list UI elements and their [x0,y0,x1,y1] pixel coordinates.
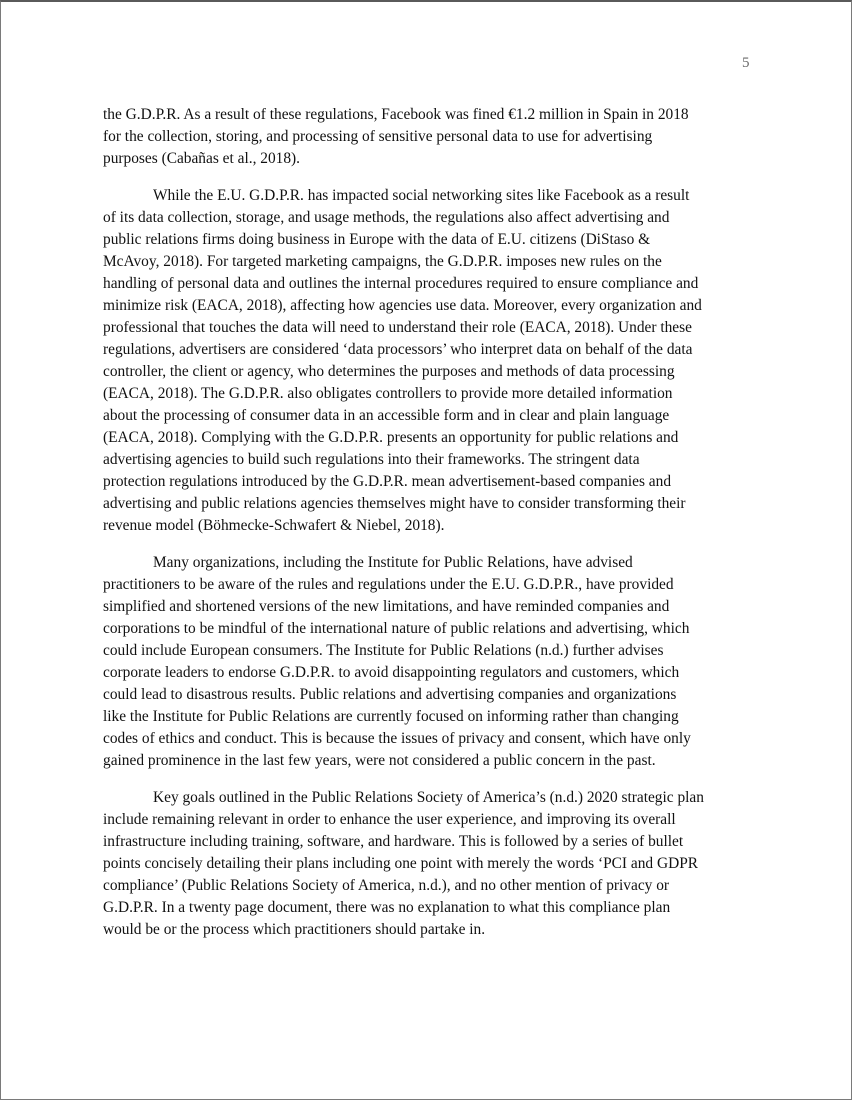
page-number: 5 [742,55,750,71]
text-line: points concisely detailing their plans including one point with merely the words ‘PCI and GDPR [103,855,699,872]
text-line: regulations, advertisers are considered ‘data processors’ who interpret data on behalf of the data [103,341,693,358]
paragraph-3 [103,552,763,772]
text-line: minimize risk (EACA, 2018), affecting how agencies use data. Moreover, every organization and [103,297,702,314]
text-line: the G.D.P.R. As a result of these regulations, Facebook was fined €1.2 million in Spain in 2018 [103,106,689,123]
text-line: Key goals outlined in the Public Relations Society of America’s (n.d.) 2020 strategic plan [153,789,704,806]
text-line: purposes (Cabañas et al., 2018). [103,150,301,167]
text-line: include remaining relevant in order to enhance the user experience, and improving its overall [103,811,676,828]
text-line: advertising agencies to build such regulations into their frameworks. The stringent data [103,451,640,468]
text-line: would be or the process which practitioners should partake in. [103,921,486,938]
text-line: like the Institute for Public Relations are currently focused on informing rather than changing [103,708,679,725]
text-line: While the E.U. G.D.P.R. has impacted social networking sites like Facebook as a result [153,187,690,204]
text-line: about the processing of consumer data in an accessible form and in clear and plain language [103,407,670,424]
text-line: of its data collection, storage, and usage methods, the regulations also affect advertising and [103,209,670,226]
text-line: simplified and shortened versions of the new limitations, and have reminded companies and [103,598,670,615]
text-line: (EACA, 2018). The G.D.P.R. also obligates controllers to provide more detailed information [103,385,673,402]
text-line: corporations to be mindful of the international nature of public relations and advertising, which [103,620,690,637]
text-line: G.D.P.R. In a twenty page document, there was no explanation to what this compliance plan [103,899,671,916]
text-line: infrastructure including training, software, and hardware. This is followed by a series of bullet [103,833,684,850]
document-body [103,104,763,956]
text-line: revenue model (Böhmecke-Schwafert & Niebel, 2018). [103,517,445,534]
text-line: practitioners to be aware of the rules and regulations under the E.U. G.D.P.R., have provided [103,576,674,593]
paragraph-4 [103,787,763,941]
paragraph-1 [103,104,763,170]
text-line: (EACA, 2018). Complying with the G.D.P.R. presents an opportunity for public relations and [103,429,679,446]
text-line: for the collection, storing, and processing of sensitive personal data to use for advertising [103,128,653,145]
text-line: controller, the client or agency, who determines the purposes and methods of data processing [103,363,675,380]
text-line: handling of personal data and outlines the internal procedures required to ensure compliance and [103,275,699,292]
text-line: protection regulations introduced by the G.D.P.R. mean advertisement-based companies and [103,473,672,490]
text-line: public relations firms doing business in Europe with the data of E.U. citizens (DiStaso & [103,231,651,248]
text-line: advertising and public relations agencies themselves might have to consider transforming their [103,495,686,512]
text-line: could include European consumers. The Institute for Public Relations (n.d.) further advises [103,642,664,659]
text-line: corporate leaders to endorse G.D.P.R. to avoid disappointing regulators and customers, which [103,664,680,681]
text-line: McAvoy, 2018). For targeted marketing campaigns, the G.D.P.R. imposes new rules on the [103,253,662,270]
text-line: gained prominence in the last few years, were not considered a public concern in the past. [103,752,656,769]
text-line: codes of ethics and conduct. This is because the issues of privacy and consent, which have only [103,730,691,747]
text-line: could lead to disastrous results. Public relations and advertising companies and organizations [103,686,677,703]
text-line: compliance’ (Public Relations Society of America, n.d.), and no other mention of privacy or [103,877,670,894]
text-line: professional that touches the data will need to understand their role (EACA, 2018). Under these [103,319,692,336]
paragraph-2 [103,185,763,537]
text-line: Many organizations, including the Institute for Public Relations, have advised [153,554,633,571]
